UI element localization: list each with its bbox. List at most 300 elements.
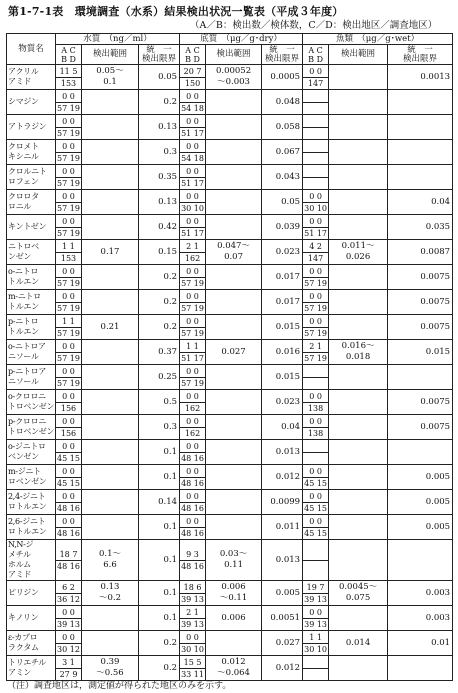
fish-range [329, 115, 388, 140]
substance-name: トリエチル アミン [7, 656, 56, 681]
water-counts [56, 90, 82, 115]
sediment-range: 0.006 ～0.11 [206, 581, 262, 606]
table-row [7, 465, 453, 490]
water-counts [56, 465, 82, 490]
water-ac: 0 0 [56, 191, 81, 203]
fish-counts [303, 415, 329, 440]
fish-limit: 0.0075 [388, 290, 453, 315]
fish-range [329, 265, 388, 290]
sediment-bd: 48 16 [181, 528, 204, 538]
substance-name: m-ジニト ロベンゼン [7, 465, 56, 490]
table-row [7, 215, 453, 240]
water-ac: 0 0 [56, 516, 81, 528]
fish-counts [303, 540, 329, 581]
fish-ac: 0 0 [303, 607, 328, 619]
fish-counts [303, 440, 329, 465]
water-range [82, 115, 139, 140]
water-bd: 48 16 [57, 528, 80, 538]
water-ab-header: A C B D [56, 45, 82, 65]
water-bd: 57 19 [57, 328, 80, 338]
fish-bd: 45 15 [304, 528, 328, 538]
fish-range [329, 490, 388, 515]
fish-limit [388, 165, 453, 190]
fish-ac: 0 0 [303, 491, 328, 503]
water-range [82, 290, 139, 315]
fish-limit [388, 365, 453, 390]
sediment-ac: 0 0 [180, 166, 205, 178]
fish-ac [303, 366, 328, 378]
fish-range: 0.0045～ 0.075 [329, 581, 388, 606]
fish-limit [388, 440, 453, 465]
header-water: 水質 （ng／ml） [56, 34, 180, 45]
substance-name: アトラジン [7, 115, 56, 140]
fish-limit: 0.035 [388, 215, 453, 240]
table-row [7, 315, 453, 340]
water-limit: 0.1 [139, 465, 180, 490]
sediment-counts [180, 656, 206, 681]
sediment-range [206, 115, 262, 140]
fish-ac [303, 166, 328, 178]
water-counts [56, 631, 82, 656]
sediment-range [206, 490, 262, 515]
water-range [82, 165, 139, 190]
fish-ac: 19 7 [303, 582, 328, 594]
sediment-counts [180, 415, 206, 440]
sediment-bd: 51 17 [181, 228, 204, 238]
water-ac: 0 0 [56, 391, 81, 403]
fish-counts [303, 265, 329, 290]
sediment-bd: 30 10 [181, 644, 204, 654]
sediment-counts [180, 340, 206, 365]
water-ac: 0 0 [56, 416, 81, 428]
sediment-bd: 39 13 [181, 619, 204, 629]
water-bd: 156 [60, 428, 77, 438]
sediment-range-header: 検出範囲 [206, 45, 262, 65]
table-row [7, 581, 453, 606]
fish-limit: 0.04 [388, 190, 453, 215]
sediment-limit: 0.013 [262, 440, 303, 465]
sediment-counts [180, 490, 206, 515]
substance-name: 2,4-ジニト ロトルエン [7, 490, 56, 515]
sediment-counts [180, 215, 206, 240]
water-limit: 0.2 [139, 290, 180, 315]
fish-limit: 0.01 [388, 631, 453, 656]
sediment-bd: 57 19 [181, 328, 204, 338]
header-substance: 物質名 [7, 34, 56, 65]
table-row [7, 190, 453, 215]
substance-name: キノリン [7, 606, 56, 631]
water-limit: 0.5 [139, 390, 180, 415]
substance-name: キントゼン [7, 215, 56, 240]
substance-name: p-クロロニ トロベンゼン [7, 415, 56, 440]
sediment-ac: 0 0 [180, 516, 205, 528]
sediment-counts [180, 190, 206, 215]
fish-ac: 0 0 [303, 391, 328, 403]
fish-range [329, 415, 388, 440]
sediment-limit: 0.012 [262, 465, 303, 490]
table-row [7, 540, 453, 581]
sediment-limit: 0.043 [262, 165, 303, 190]
sediment-bd: 57 19 [181, 303, 204, 313]
fish-counts [303, 215, 329, 240]
fish-bd [303, 178, 328, 189]
substance-name: クロメト キシニル [7, 140, 56, 165]
sediment-ac: 0 0 [180, 632, 205, 644]
water-ac: 11 5 [56, 66, 81, 78]
header-fish: 魚類 （μg／g･wet） [303, 34, 453, 45]
water-range: 0.39 ～0.56 [82, 656, 139, 681]
fish-ac: 0 0 [303, 516, 328, 528]
fish-bd: 45 15 [304, 503, 328, 513]
sediment-bd: 48 16 [181, 561, 204, 571]
sediment-ac: 0 0 [180, 91, 205, 103]
sediment-counts [180, 365, 206, 390]
water-ac: 0 0 [56, 441, 81, 453]
fish-bd [303, 153, 328, 164]
water-ac: 0 0 [56, 491, 81, 503]
sediment-limit: 0.067 [262, 140, 303, 165]
fish-range [329, 215, 388, 240]
results-table [6, 33, 453, 681]
fish-bd: 51 17 [304, 228, 328, 238]
fish-bd: 45 15 [304, 478, 328, 488]
sediment-limit: 0.012 [262, 656, 303, 681]
substance-name: アクリル アミド [7, 65, 56, 90]
water-range [82, 515, 139, 540]
sediment-range: 0.047～ 0.07 [206, 240, 262, 265]
sediment-ac: 20 7 [180, 66, 205, 78]
fish-ac: 0 0 [303, 316, 328, 328]
fish-range [329, 656, 388, 681]
water-counts [56, 65, 82, 90]
header-sediment: 底質 （μg／g･dry） [180, 34, 303, 45]
fish-limit: 0.005 [388, 465, 453, 490]
table-row [7, 656, 453, 681]
sediment-bd: 57 19 [181, 278, 204, 288]
fish-ac [303, 141, 328, 153]
water-bd: 57 19 [57, 228, 80, 238]
water-ac: 1 1 [56, 316, 81, 328]
sediment-range [206, 631, 262, 656]
sediment-range: 0.027 [206, 340, 262, 365]
fish-range [329, 165, 388, 190]
water-ac: 0 0 [56, 607, 81, 619]
water-counts [56, 490, 82, 515]
fish-range: 0.011～ 0.026 [329, 240, 388, 265]
sediment-counts [180, 90, 206, 115]
fish-counts [303, 340, 329, 365]
sediment-limit: 0.016 [262, 340, 303, 365]
water-ac: 0 0 [56, 116, 81, 128]
sediment-bd: 57 19 [181, 378, 204, 388]
fish-ac: 0 0 [303, 291, 328, 303]
sediment-range [206, 390, 262, 415]
water-limit: 0.2 [139, 656, 180, 681]
sediment-range: 0.012 ～0.064 [206, 656, 262, 681]
fish-range [329, 440, 388, 465]
water-counts [56, 315, 82, 340]
water-ac: 0 0 [56, 291, 81, 303]
water-range: 0.21 [82, 315, 139, 340]
water-range [82, 365, 139, 390]
fish-counts [303, 656, 329, 681]
sediment-counts [180, 440, 206, 465]
fish-bd: 57 19 [304, 278, 328, 288]
table-row [7, 606, 453, 631]
sediment-range [206, 465, 262, 490]
water-range [82, 631, 139, 656]
water-limit: 0.13 [139, 115, 180, 140]
fish-limit: 0.005 [388, 490, 453, 515]
fish-bd [303, 103, 328, 114]
water-ac: 3 1 [56, 657, 81, 669]
water-bd: 57 19 [57, 103, 80, 113]
sediment-range: 0.006 [206, 606, 262, 631]
fish-ac [303, 441, 328, 453]
fish-limit: 0.0087 [388, 240, 453, 265]
water-counts [56, 540, 82, 581]
table-row [7, 631, 453, 656]
substance-name: p-ニトロ トルエン [7, 315, 56, 340]
table-row [7, 490, 453, 515]
sediment-range [206, 190, 262, 215]
table-row [7, 90, 453, 115]
sediment-ac: 0 0 [180, 391, 205, 403]
water-range [82, 606, 139, 631]
sediment-range [206, 415, 262, 440]
substance-name: クロルニト ロフェン [7, 165, 56, 190]
water-ac: 0 0 [56, 91, 81, 103]
water-ac: 0 0 [56, 166, 81, 178]
water-ac: 0 0 [56, 366, 81, 378]
sediment-counts [180, 581, 206, 606]
fish-range: 0.014 [329, 631, 388, 656]
fish-ac [303, 549, 328, 561]
water-bd: 57 19 [57, 353, 80, 363]
water-limit: 0.3 [139, 140, 180, 165]
fish-limit: 0.0013 [388, 65, 453, 90]
water-range [82, 490, 139, 515]
water-limit: 0.42 [139, 215, 180, 240]
sediment-counts [180, 115, 206, 140]
sediment-counts [180, 515, 206, 540]
water-bd: 153 [60, 78, 77, 88]
sediment-bd: 33 11 [181, 669, 204, 679]
fish-counts [303, 515, 329, 540]
water-limit: 0.25 [139, 365, 180, 390]
water-range-header: 検出範囲 [82, 45, 139, 65]
water-counts [56, 190, 82, 215]
substance-name: o-ジニトロ ベンゼン [7, 440, 56, 465]
sediment-limit: 0.013 [262, 540, 303, 581]
sediment-bd: 51 17 [181, 128, 204, 138]
sediment-limit: 0.017 [262, 290, 303, 315]
sediment-ac: 0 0 [180, 141, 205, 153]
sediment-limit: 0.0051 [262, 606, 303, 631]
water-bd: 57 19 [57, 128, 80, 138]
fish-bd: 147 [307, 253, 324, 263]
fish-limit [388, 140, 453, 165]
water-counts [56, 265, 82, 290]
table-row [7, 390, 453, 415]
fish-limit: 0.0075 [388, 415, 453, 440]
water-range [82, 390, 139, 415]
sediment-ac: 2 1 [180, 241, 205, 253]
water-bd: 57 19 [57, 178, 80, 188]
fish-range: 0.016～ 0.018 [329, 340, 388, 365]
substance-name: o-クロロニ トロベンゼン [7, 390, 56, 415]
water-ac: 0 0 [56, 466, 81, 478]
sediment-counts [180, 265, 206, 290]
substance-name: o-ニトロア ニソール [7, 340, 56, 365]
footnote: （注）調査地区は，測定値が得られた地区のみを示す。 [7, 681, 232, 691]
sediment-ac: 0 0 [180, 216, 205, 228]
water-bd: 48 16 [57, 561, 80, 571]
fish-bd: 57 19 [304, 353, 328, 363]
sediment-bd: 30 10 [181, 203, 204, 213]
sediment-bd: 48 16 [181, 478, 204, 488]
sediment-counts [180, 465, 206, 490]
water-limit: 0.2 [139, 90, 180, 115]
sediment-limit: 0.011 [262, 515, 303, 540]
fish-ac: 0 0 [303, 416, 328, 428]
water-counts [56, 656, 82, 681]
fish-limit: 0.003 [388, 606, 453, 631]
sediment-range [206, 165, 262, 190]
fish-counts [303, 240, 329, 265]
fish-ac [303, 116, 328, 128]
table-row [7, 440, 453, 465]
water-bd: 57 19 [57, 153, 80, 163]
fish-range [329, 290, 388, 315]
substance-name: クロロタ ロニル [7, 190, 56, 215]
fish-ac: 4 2 [303, 241, 328, 253]
sediment-limit: 0.039 [262, 215, 303, 240]
water-bd: 57 19 [57, 278, 80, 288]
sediment-limit: 0.04 [262, 415, 303, 440]
fish-ac: 0 0 [303, 216, 328, 228]
fish-range [329, 90, 388, 115]
fish-ac: 0 0 [303, 66, 328, 78]
substance-name: ニトロベ ンゼン [7, 240, 56, 265]
fish-bd [303, 128, 328, 139]
fish-limit [388, 540, 453, 581]
fish-range [329, 365, 388, 390]
water-counts [56, 215, 82, 240]
fish-counts [303, 465, 329, 490]
sediment-range: 0.03～ 0.11 [206, 540, 262, 581]
table-body [7, 65, 453, 681]
sediment-counts [180, 165, 206, 190]
water-limit-header: 統 一 検出限界 [139, 45, 180, 65]
sediment-range [206, 90, 262, 115]
table-row [7, 265, 453, 290]
fish-bd: 57 19 [304, 328, 328, 338]
water-limit: 0.05 [139, 65, 180, 90]
water-bd: 57 19 [57, 303, 80, 313]
sediment-counts [180, 606, 206, 631]
sediment-limit: 0.05 [262, 190, 303, 215]
sediment-ac: 0 0 [180, 316, 205, 328]
sediment-counts [180, 631, 206, 656]
fish-range [329, 540, 388, 581]
substance-name: m-ニトロ トルエン [7, 290, 56, 315]
water-bd: 156 [60, 403, 77, 413]
water-counts [56, 515, 82, 540]
water-counts [56, 581, 82, 606]
fish-range [329, 190, 388, 215]
water-counts [56, 240, 82, 265]
sediment-counts [180, 240, 206, 265]
water-limit: 0.2 [139, 315, 180, 340]
fish-limit: 0.0075 [388, 315, 453, 340]
fish-ac: 0 0 [303, 266, 328, 278]
water-range [82, 415, 139, 440]
water-counts [56, 365, 82, 390]
sediment-counts [180, 390, 206, 415]
table-row [7, 65, 453, 90]
fish-bd [303, 561, 328, 572]
water-counts [56, 390, 82, 415]
sediment-limit: 0.058 [262, 115, 303, 140]
water-limit: 0.2 [139, 631, 180, 656]
sediment-bd: 54 18 [181, 103, 204, 113]
sediment-ac: 1 1 [180, 341, 205, 353]
fish-range-header: 検出範囲 [329, 45, 388, 65]
fish-counts [303, 581, 329, 606]
sediment-ac: 9 3 [180, 549, 205, 561]
water-range [82, 190, 139, 215]
fish-bd [303, 453, 328, 464]
water-ac: 18 7 [56, 549, 81, 561]
fish-counts [303, 631, 329, 656]
sediment-range [206, 215, 262, 240]
page-subtitle: （A／B：検出数／検体数，C／D：検出地区／調査地区） [190, 20, 438, 31]
sediment-bd: 54 18 [181, 153, 204, 163]
fish-ac [303, 657, 328, 669]
sediment-ac: 0 0 [180, 116, 205, 128]
fish-bd: 39 13 [304, 594, 328, 604]
water-counts [56, 606, 82, 631]
water-limit: 0.35 [139, 165, 180, 190]
water-range [82, 90, 139, 115]
water-range [82, 340, 139, 365]
table-row [7, 240, 453, 265]
fish-bd: 138 [307, 403, 324, 413]
fish-bd: 30 10 [304, 644, 328, 654]
water-counts [56, 440, 82, 465]
water-range: 0.1～ 6.6 [82, 540, 139, 581]
sediment-range [206, 315, 262, 340]
water-limit: 0.1 [139, 606, 180, 631]
substance-name: p-ニトロア ニソール [7, 365, 56, 390]
sediment-limit: 0.005 [262, 581, 303, 606]
fish-range [329, 515, 388, 540]
sediment-counts [180, 140, 206, 165]
fish-limit: 0.003 [388, 581, 453, 606]
fish-range [329, 65, 388, 90]
water-limit: 0.1 [139, 581, 180, 606]
sediment-ac: 0 0 [180, 291, 205, 303]
fish-ac: 2 1 [303, 341, 328, 353]
sediment-bd: 162 [184, 428, 201, 438]
fish-counts [303, 140, 329, 165]
water-ac: 6 2 [56, 582, 81, 594]
header-subrow [7, 45, 453, 65]
water-bd: 153 [60, 253, 77, 263]
sediment-ac: 18 6 [180, 582, 205, 594]
sediment-limit: 0.023 [262, 390, 303, 415]
